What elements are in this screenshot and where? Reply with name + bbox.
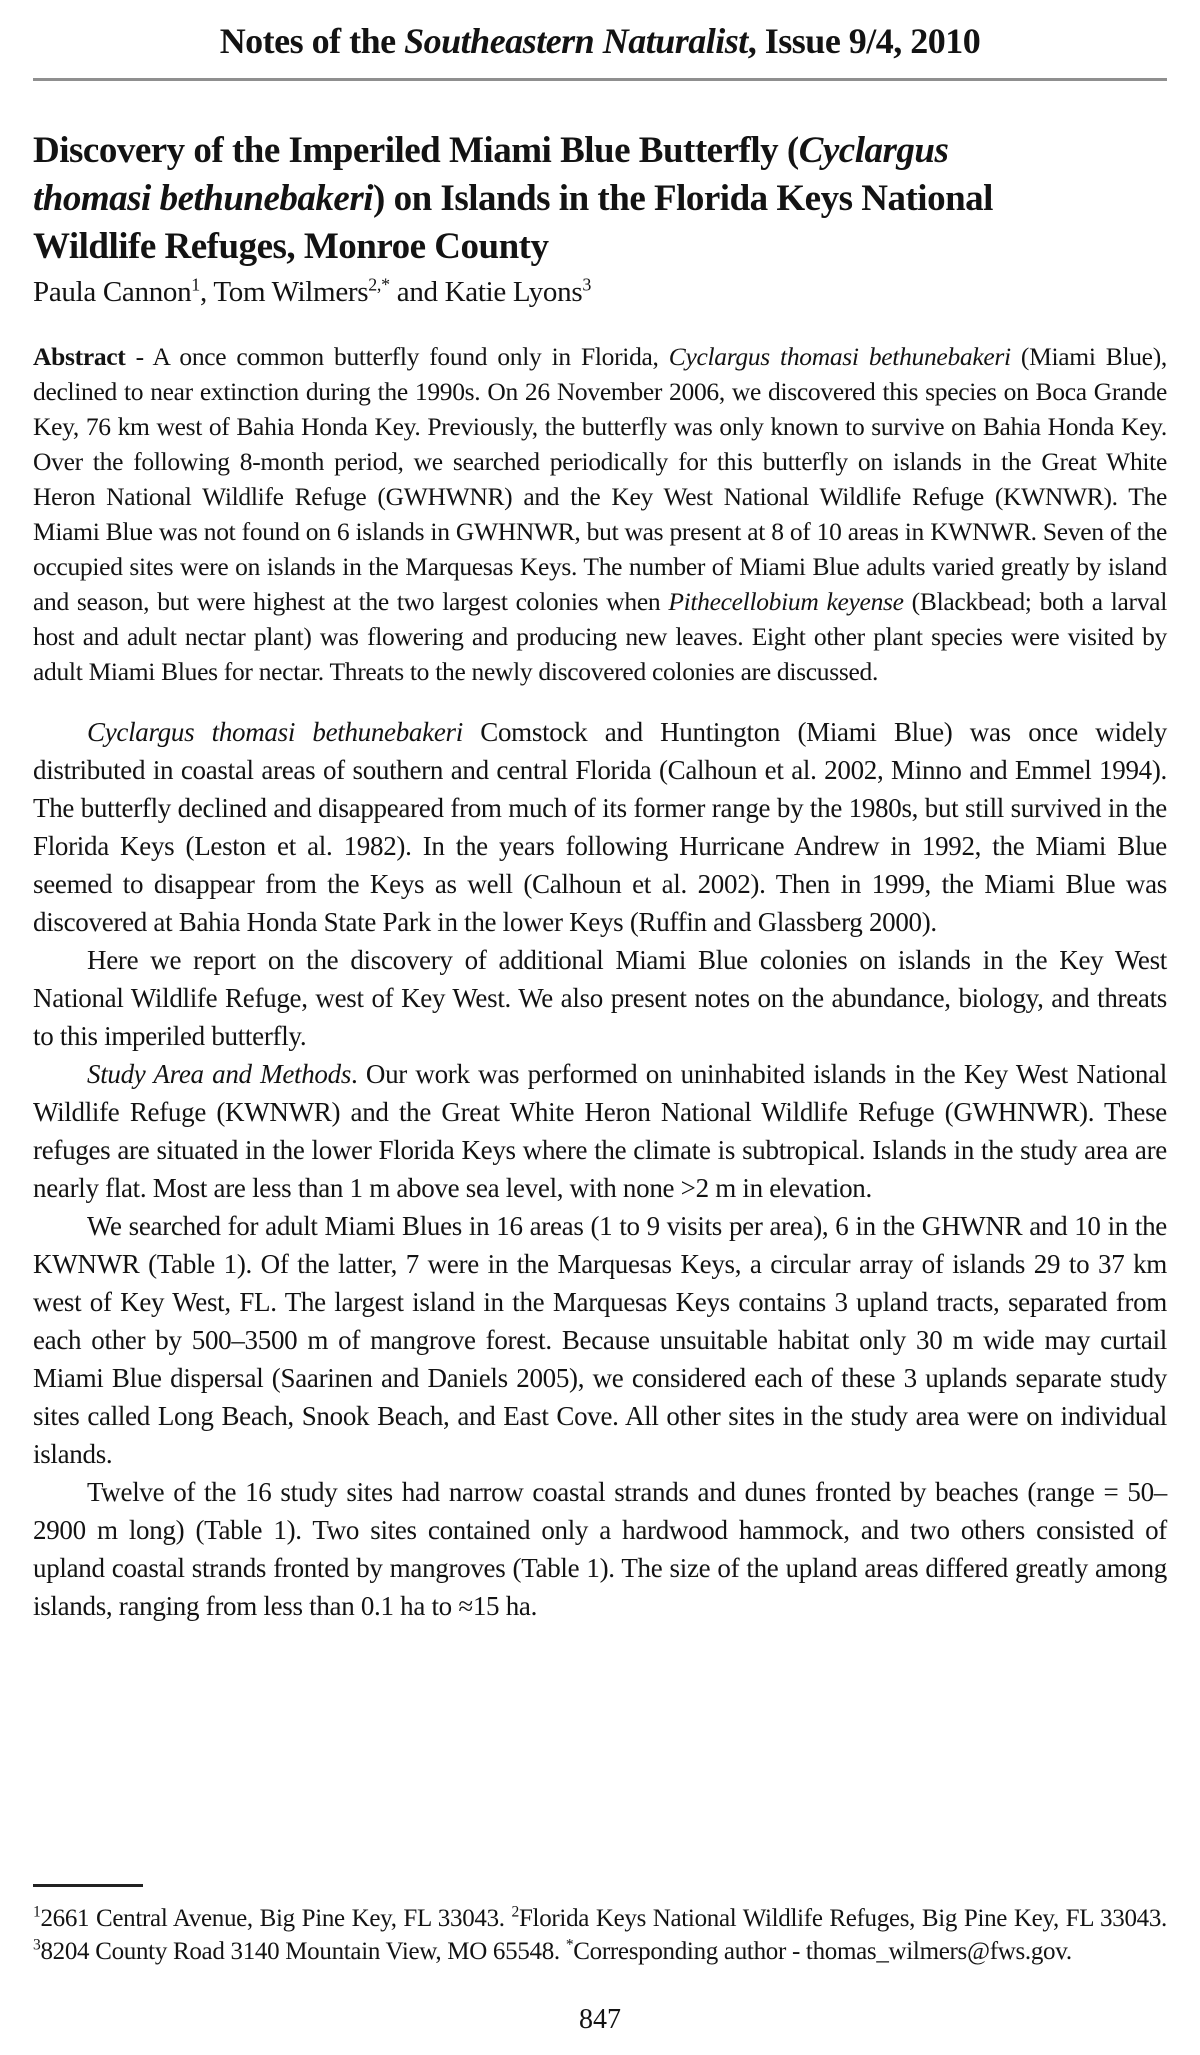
title-line-3: Wildlife Refuges, Monroe County <box>33 226 549 267</box>
abstract: Abstract - A once common butterfly found only in Florida, Cyclargus thomasi bethunebakeri (Miami Blue), declined to near extinction during the 1990s. On 26 November 2006, we discovered this species on Boca Grande Key, 76 km west of Bahia Honda Key. Previously, the butterfly was only known to survive on Bahia Honda Key. Over the following 8-month period, we searched periodically for this butterfly on islands in the Great White Heron National Wildlife Refuge (GWHWNR) and the Key West National Wildlife Refuge (KWNWR). The Miami Blue was not found on 6 islands in GWHNWR, but was present at 8 of 10 areas in KWNWR. Seven of the occupied sites were on islands in the Marquesas Keys. The number of Miami Blue adults varied greatly by island and season, but were highest at the two largest colonies when Pithecellobium keyense (Blackbead; both a larval host and adult nectar plant) was flowering and producing new leaves. Eight other plant species were visited by adult Miami Blues for nectar. Threats to the newly discovered colonies are discussed. <box>33 342 1167 686</box>
title-line-2: thomasi bethunebakeri) on Islands in the Florida Keys National <box>33 178 993 219</box>
header-rule <box>33 78 1167 81</box>
running-header-text: Notes of the Southeastern Naturalist, Issue 9/4, 2010 <box>219 21 981 61</box>
running-header <box>33 0 1167 62</box>
article-title <box>33 127 1167 271</box>
paragraph-4: We searched for adult Miami Blues in 16 areas (1 to 9 visits per area), 6 in the GHWNR and 10 in the KWNWR (Table 1). Of the latter, 7 were in the Marquesas Keys, a circular array of islands 29 to 37 km west of Key West, FL. The largest island in the Marquesas Keys contains 3 upland tracts, separated from each other by 500–3500 m of mangrove forest. Because unsuitable habitat only 30 m wide may curtail Miami Blue dispersal (Saarinen and Daniels 2005), we considered each of these 3 uplands separate study sites called Long Beach, Snook Beach, and East Cove. All other sites in the study area were on individual islands. <box>33 1211 1167 1469</box>
page-number: 847 <box>579 2004 621 2035</box>
article-body <box>33 713 1167 1625</box>
footnote: $^1$2661 Central Avenue, Big Pine Key, FL 33043. $^2$Florida Keys National Wildlife Refuges, Big Pine Key, FL 33043. $^3$8204 County Road 3140 Mountain View, MO 65548. *Corresponding author - thomas_wilmers@fws.gov. <box>33 1903 1167 1965</box>
paragraph-5: Twelve of the 16 study sites had narrow coastal strands and dunes fronted by beaches (range = 50–2900 m long) (Table 1). Two sites contained only a hardwood hammock, and two others consisted of upland coastal strands fronted by mangroves (Table 1). The size of the upland areas differed greatly among islands, ranging from less than 0.1 ha to ≈15 ha. <box>33 1477 1167 1621</box>
paragraph-1: Cyclargus thomasi bethunebakeri Comstock and Huntington (Miami Blue) was once widely distributed in coastal areas of southern and central Florida (Calhoun et al. 2002, Minno and Emmel 1994). The butterfly declined and disappeared from much of its former range by the 1980s, but still survived in the Florida Keys (Leston et al. 1982). In the years following Hurricane Andrew in 1992, the Miami Blue seemed to disappear from the Keys as well (Calhoun et al. 2002). Then in 1999, the Miami Blue was discovered at Bahia Honda State Park in the lower Keys (Ruffin and Glassberg 2000). <box>33 717 1167 937</box>
paragraph-2: Here we report on the discovery of additional Miami Blue colonies on islands in the Key West National Wildlife Refuge, west of Key West. We also present notes on the abundance, biology, and threats to this imperiled butterfly. <box>33 945 1167 1051</box>
paragraph-3: Study Area and Methods. Our work was performed on uninhabited islands in the Key West National Wildlife Refuge (KWNWR) and the Great White Heron National Wildlife Refuge (GWHNWR). These refuges are situated in the lower Florida Keys where the climate is subtropical. Islands in the study area are nearly flat. Most are less than 1 m above sea level, with none >2 m in elevation. <box>33 1059 1167 1203</box>
footnote-rule <box>33 1884 143 1887</box>
author-byline: Paula Cannon$^1$, Tom Wilmers$^{2,*}$ and Katie Lyons$^3$ <box>33 274 592 308</box>
title-line-1: Discovery of the Imperiled Miami Blue Butterfly (Cyclargus <box>33 130 949 171</box>
article <box>33 127 1167 1625</box>
